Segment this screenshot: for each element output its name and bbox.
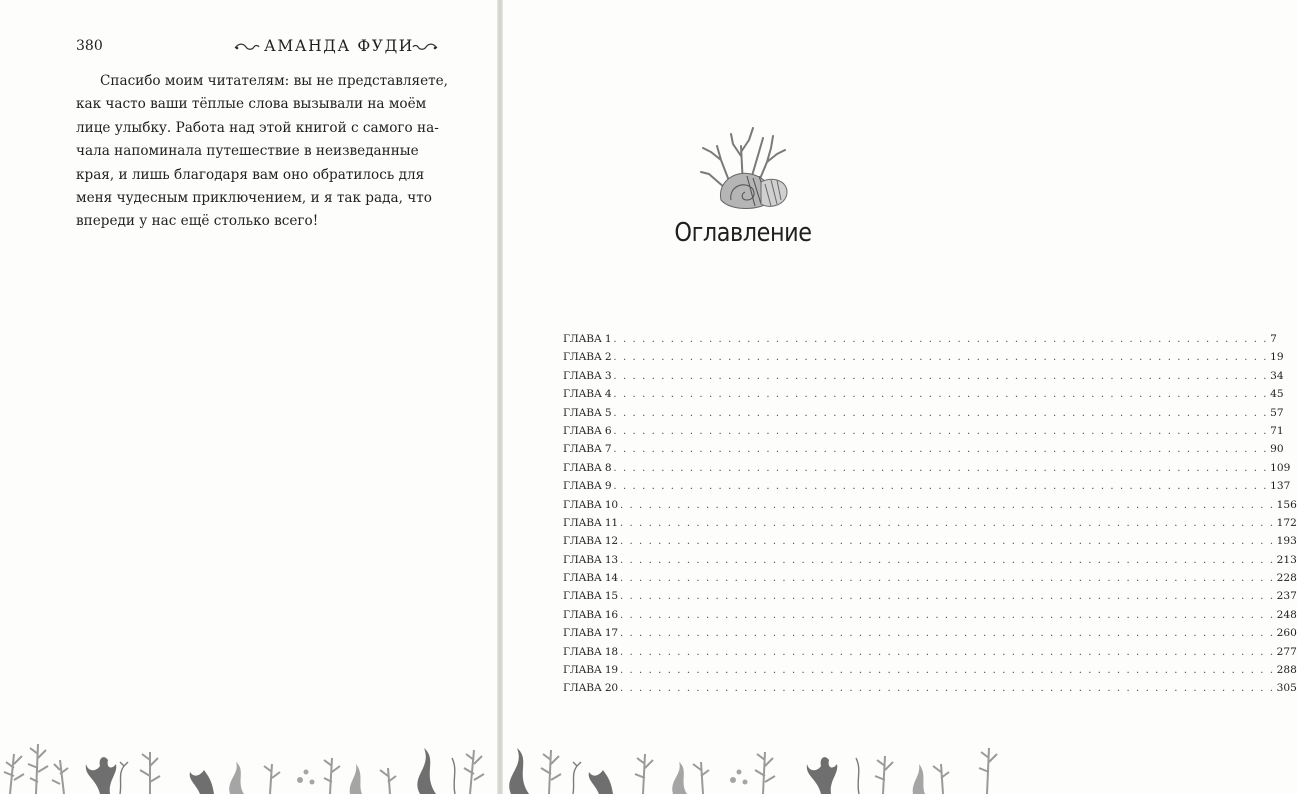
toc-leader-dots: . . . . . . . . . . . . . . . . . . . . . . . . . . . . . . . . . . . . . . . . . . . . . . . . . . . . . . . . . . . . . . . . . . . . . (619, 517, 1275, 529)
toc-entry[interactable] (563, 516, 1297, 535)
toc-leader-dots: . . . . . . . . . . . . . . . . . . . . . . . . . . . . . . . . . . . . . . . . . . . . . . . . . . . . . . . . . . . . . . . . . . . . . (619, 646, 1275, 658)
toc-page-number: 288 (1276, 664, 1297, 677)
toc-entry[interactable] (563, 351, 1284, 369)
toc-entry[interactable] (563, 424, 1284, 443)
toc-page-number: 156 (1276, 498, 1297, 511)
text-line: Спасибо моим читателям: вы не представляете, (100, 73, 448, 89)
toc-leader-dots: . . . . . . . . . . . . . . . . . . . . . . . . . . . . . . . . . . . . . . . . . . . . . . . . . . . . . . . . . . . . . . . . . . . . . (613, 334, 1269, 345)
toc-entry[interactable] (563, 590, 1297, 608)
toc-leader-dots: . . . . . . . . . . . . . . . . . . . . . . . . . . . . . . . . . . . . . . . . . . . . . . . . . . . . . . . . . . . . . . . . . . . . . (619, 499, 1275, 511)
acknowledgement-paragraph (76, 70, 448, 234)
toc-leader-dots: . . . . . . . . . . . . . . . . . . . . . . . . . . . . . . . . . . . . . . . . . . . . . . . . . . . . . . . . . . . . . . . . . . . . . (613, 407, 1269, 419)
toc-entry[interactable] (563, 406, 1284, 425)
toc-leader-dots: . . . . . . . . . . . . . . . . . . . . . . . . . . . . . . . . . . . . . . . . . . . . . . . . . . . . . . . . . . . . . . . . . . . . . (613, 462, 1269, 474)
toc-page-number: 172 (1276, 516, 1297, 529)
table-of-contents (563, 333, 1297, 701)
toc-entry[interactable] (563, 608, 1297, 627)
toc-page-number: 305 (1276, 682, 1297, 695)
toc-leader-dots: . . . . . . . . . . . . . . . . . . . . . . . . . . . . . . . . . . . . . . . . . . . . . . . . . . . . . . . . . . . . . . . . . . . . . (619, 683, 1275, 695)
toc-page-number: 248 (1276, 608, 1297, 621)
seaweed-border-icon (0, 724, 497, 794)
toc-chapter-label: ГЛАВА 11 (563, 516, 618, 529)
author-name: АМАНДА ФУДИ (264, 37, 414, 55)
toc-entry[interactable] (563, 369, 1284, 388)
toc-entry[interactable] (563, 535, 1297, 553)
text-line: лице улыбку. Работа над этой книгой с самого на- (76, 119, 439, 136)
toc-page-number: 193 (1276, 535, 1297, 548)
toc-leader-dots: . . . . . . . . . . . . . . . . . . . . . . . . . . . . . . . . . . . . . . . . . . . . . . . . . . . . . . . . . . . . . . . . . . . . . (619, 573, 1275, 585)
toc-page-number: 260 (1276, 627, 1297, 640)
toc-leader-dots: . . . . . . . . . . . . . . . . . . . . . . . . . . . . . . . . . . . . . . . . . . . . . . . . . . . . . . . . . . . . . . . . . . . . . (619, 536, 1275, 548)
toc-page-number: 228 (1276, 572, 1297, 585)
toc-page-number: 19 (1270, 351, 1284, 364)
left-page (0, 0, 497, 794)
toc-leader-dots: . . . . . . . . . . . . . . . . . . . . . . . . . . . . . . . . . . . . . . . . . . . . . . . . . . . . . . . . . . . . . . . . . . . . . (613, 444, 1269, 456)
toc-page-number: 71 (1270, 424, 1284, 437)
toc-leader-dots: . . . . . . . . . . . . . . . . . . . . . . . . . . . . . . . . . . . . . . . . . . . . . . . . . . . . . . . . . . . . . . . . . . . . . (619, 628, 1275, 640)
toc-page-number: 237 (1276, 590, 1297, 603)
toc-page-number: 137 (1270, 480, 1291, 493)
toc-entry[interactable] (563, 664, 1297, 682)
toc-chapter-label: ГЛАВА 3 (563, 369, 612, 382)
toc-page-number: 109 (1270, 461, 1291, 474)
text-line: как часто ваши тёплые слова вызывали на моём (76, 96, 427, 113)
toc-entry[interactable] (563, 627, 1297, 645)
toc-chapter-label: ГЛАВА 10 (563, 498, 618, 511)
toc-entry[interactable] (563, 553, 1297, 572)
toc-page-number: 7 (1270, 333, 1277, 345)
toc-chapter-label: ГЛАВА 13 (563, 553, 618, 566)
toc-chapter-label: ГЛАВА 16 (563, 608, 618, 621)
toc-entry[interactable] (563, 682, 1297, 700)
right-page (503, 0, 1297, 794)
toc-chapter-label: ГЛАВА 2 (563, 351, 612, 364)
toc-leader-dots: . . . . . . . . . . . . . . . . . . . . . . . . . . . . . . . . . . . . . . . . . . . . . . . . . . . . . . . . . . . . . . . . . . . . . (613, 481, 1269, 493)
toc-chapter-label: ГЛАВА 7 (563, 443, 612, 456)
toc-page-number: 90 (1270, 443, 1284, 456)
seaweed-border-icon (503, 724, 1000, 794)
toc-leader-dots: . . . . . . . . . . . . . . . . . . . . . . . . . . . . . . . . . . . . . . . . . . . . . . . . . . . . . . . . . . . . . . . . . . . . . (619, 609, 1275, 621)
text-line: меня чудесным приключением, и я так рада, что (76, 190, 432, 207)
toc-chapter-label: ГЛАВА 1 (563, 333, 612, 345)
toc-chapter-label: ГЛАВА 18 (563, 645, 618, 658)
text-line: края, и лишь благодаря вам оно обратилось для (76, 166, 425, 183)
toc-leader-dots: . . . . . . . . . . . . . . . . . . . . . . . . . . . . . . . . . . . . . . . . . . . . . . . . . . . . . . . . . . . . . . . . . . . . . (619, 591, 1275, 603)
toc-chapter-label: ГЛАВА 20 (563, 682, 618, 695)
toc-chapter-label: ГЛАВА 8 (563, 461, 612, 474)
toc-entry[interactable] (563, 498, 1297, 517)
toc-chapter-label: ГЛАВА 12 (563, 535, 618, 548)
toc-page-number: 277 (1276, 645, 1297, 658)
toc-leader-dots: . . . . . . . . . . . . . . . . . . . . . . . . . . . . . . . . . . . . . . . . . . . . . . . . . . . . . . . . . . . . . . . . . . . . . (613, 352, 1269, 364)
toc-entry[interactable] (563, 333, 1277, 351)
toc-chapter-label: ГЛАВА 15 (563, 590, 618, 603)
toc-chapter-label: ГЛАВА 4 (563, 388, 612, 401)
toc-entry[interactable] (563, 388, 1284, 406)
toc-entry[interactable] (563, 572, 1297, 590)
toc-entry[interactable] (563, 443, 1284, 461)
running-header (76, 36, 446, 58)
toc-entry[interactable] (563, 645, 1297, 664)
toc-leader-dots: . . . . . . . . . . . . . . . . . . . . . . . . . . . . . . . . . . . . . . . . . . . . . . . . . . . . . . . . . . . . . . . . . . . . . (619, 554, 1275, 566)
page-number: 380 (76, 38, 103, 54)
toc-title: Оглавление (674, 218, 812, 248)
toc-page-number: 57 (1270, 406, 1284, 419)
toc-page-number: 34 (1270, 369, 1284, 382)
text-line: впереди у нас ещё столько всего! (76, 213, 319, 230)
toc-chapter-label: ГЛАВА 5 (563, 406, 612, 419)
toc-chapter-label: ГЛАВА 9 (563, 480, 612, 493)
toc-entry[interactable] (563, 480, 1291, 498)
toc-chapter-label: ГЛАВА 17 (563, 627, 618, 640)
toc-chapter-label: ГЛАВА 14 (563, 572, 618, 585)
wave-flourish-icon (234, 42, 260, 52)
toc-page-number: 45 (1270, 388, 1284, 401)
toc-chapter-label: ГЛАВА 19 (563, 664, 618, 677)
toc-leader-dots: . . . . . . . . . . . . . . . . . . . . . . . . . . . . . . . . . . . . . . . . . . . . . . . . . . . . . . . . . . . . . . . . . . . . . (619, 665, 1275, 677)
toc-chapter-label: ГЛАВА 6 (563, 424, 612, 437)
toc-entry[interactable] (563, 461, 1291, 480)
toc-leader-dots: . . . . . . . . . . . . . . . . . . . . . . . . . . . . . . . . . . . . . . . . . . . . . . . . . . . . . . . . . . . . . . . . . . . . . (613, 389, 1269, 401)
toc-page-number: 213 (1276, 553, 1297, 566)
coral-and-shell-icon (691, 116, 795, 218)
toc-leader-dots: . . . . . . . . . . . . . . . . . . . . . . . . . . . . . . . . . . . . . . . . . . . . . . . . . . . . . . . . . . . . . . . . . . . . . (613, 425, 1269, 437)
toc-leader-dots: . . . . . . . . . . . . . . . . . . . . . . . . . . . . . . . . . . . . . . . . . . . . . . . . . . . . . . . . . . . . . . . . . . . . . (613, 370, 1269, 382)
text-line: чала напоминала путешествие в неизведанные (76, 143, 419, 160)
wave-flourish-icon (412, 42, 438, 52)
